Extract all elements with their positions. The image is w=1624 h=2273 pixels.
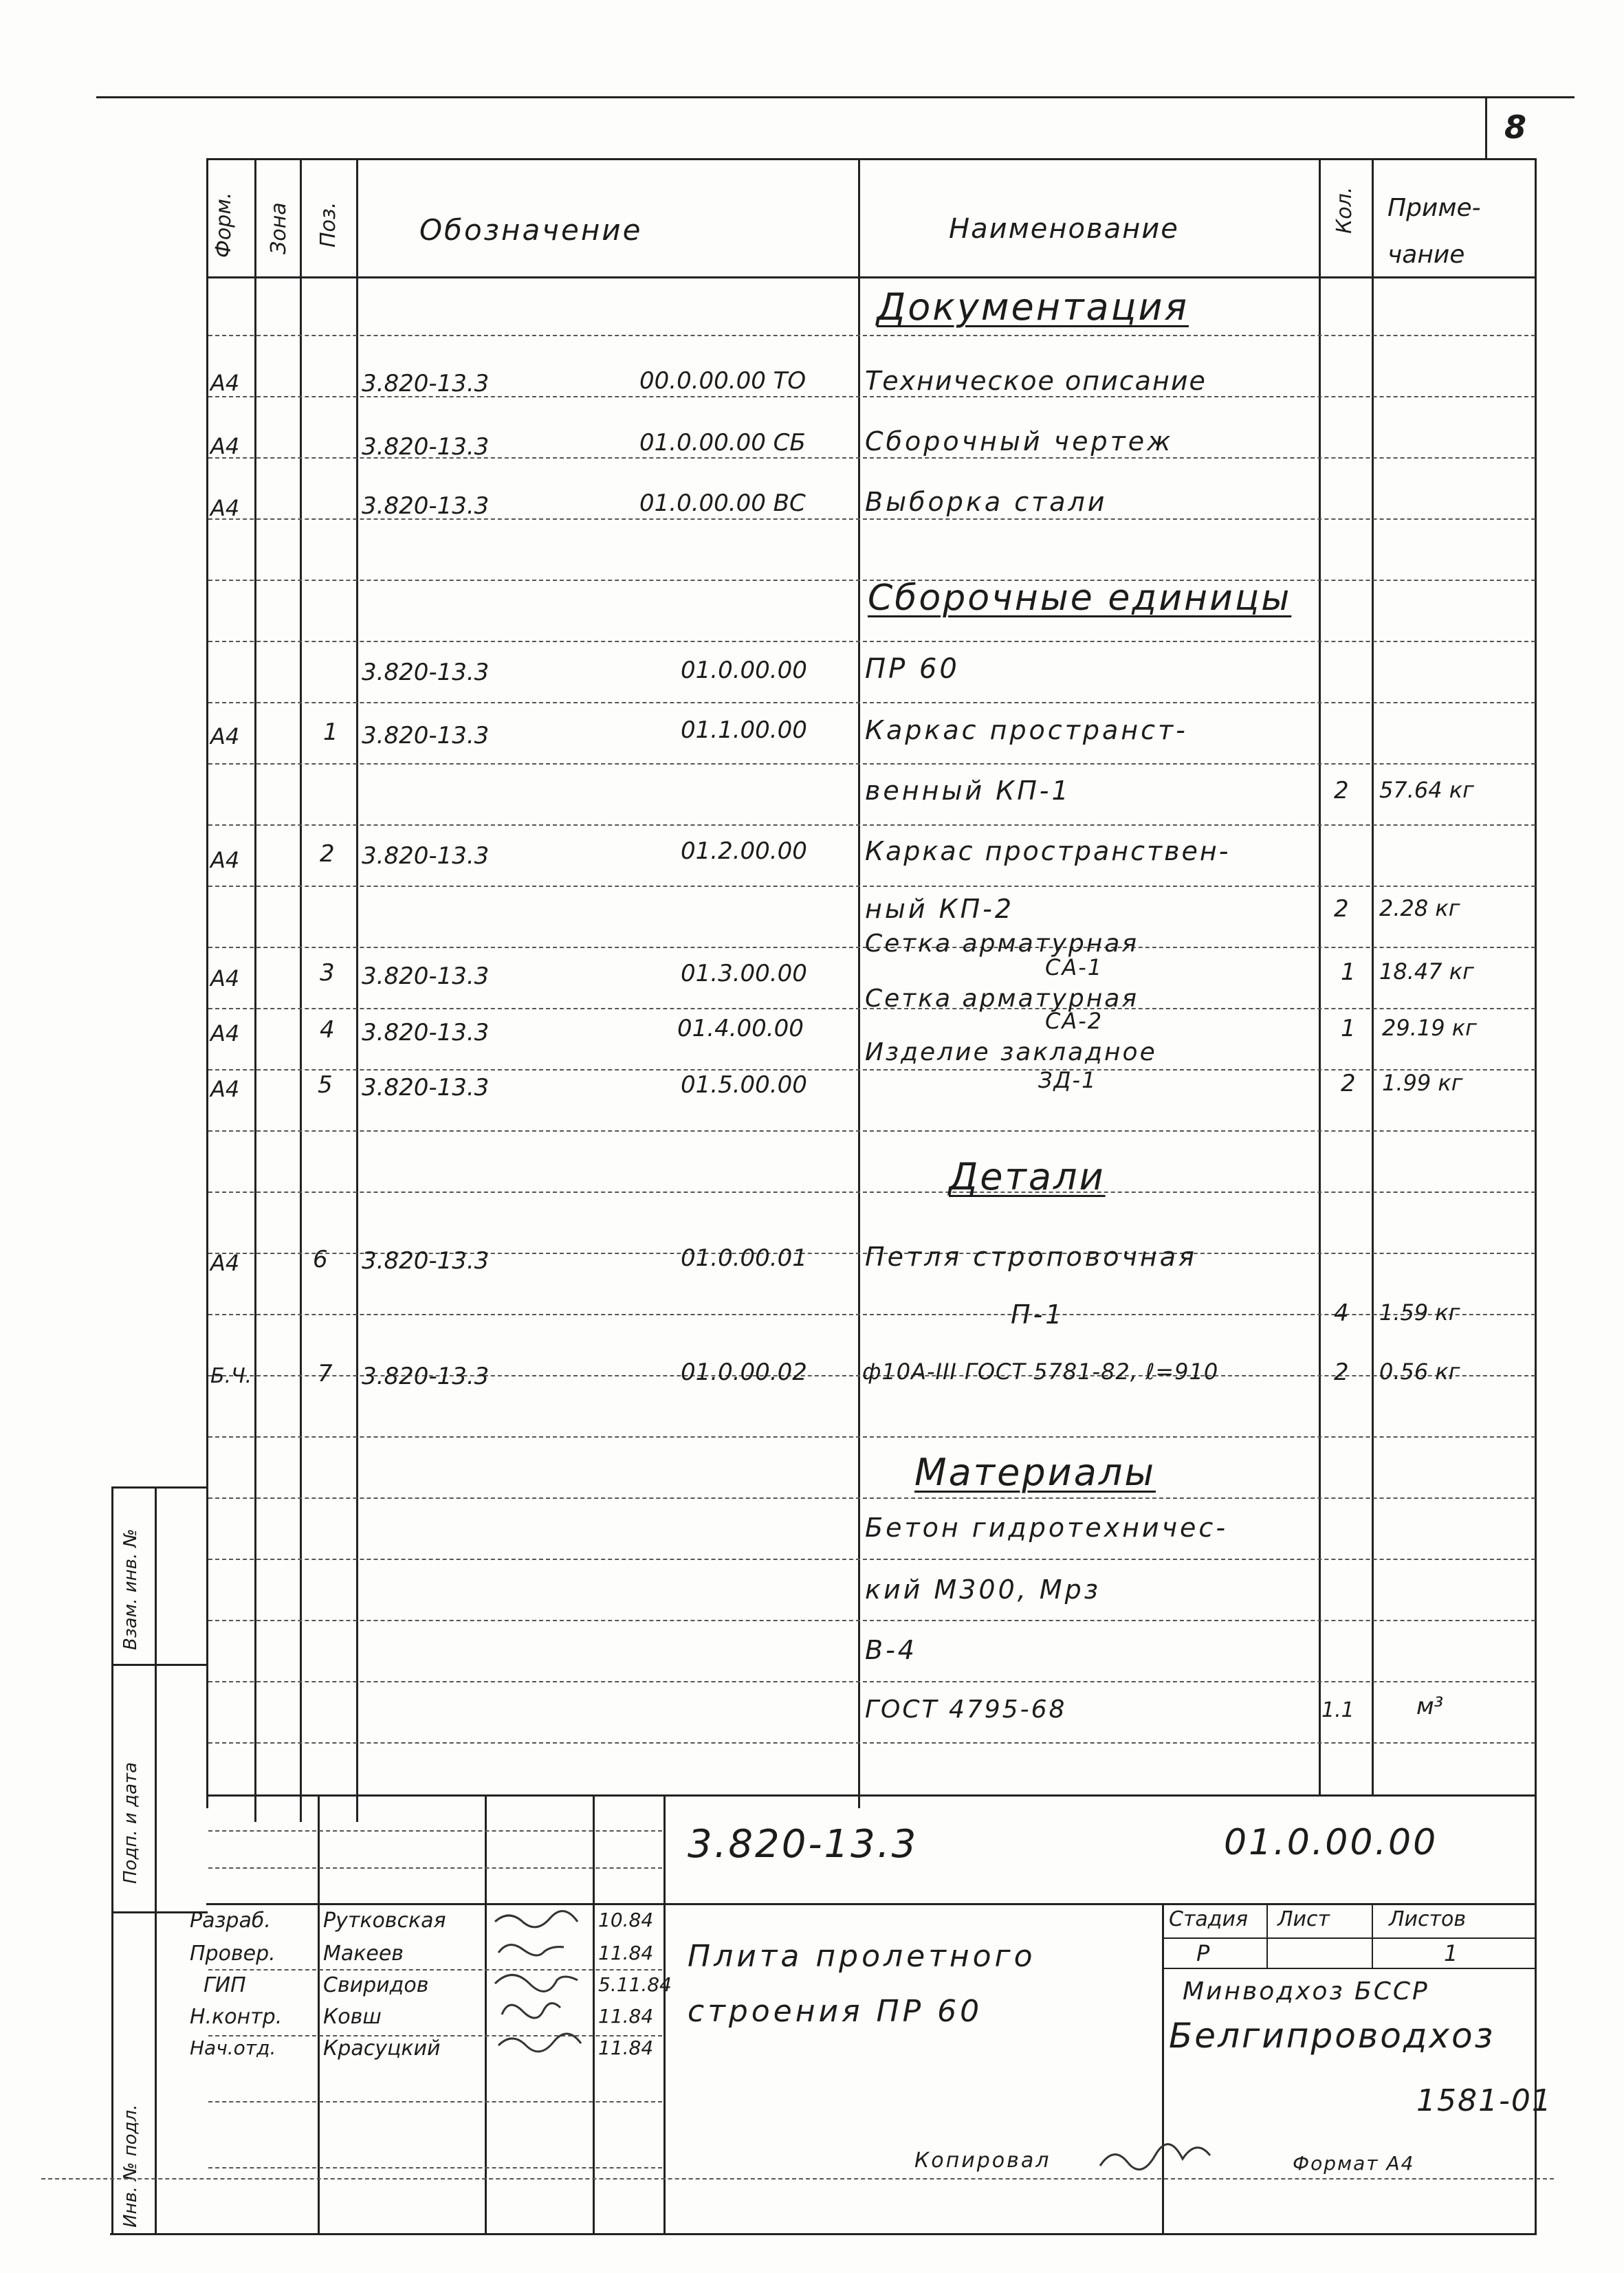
- name-dept-head: Красуцкий: [323, 2036, 441, 2061]
- row-name: Бетон гидротехничес-: [865, 1513, 1229, 1543]
- copied-label: Копировал: [914, 2149, 1051, 2173]
- header-designation: Обозначение: [419, 213, 643, 247]
- row-note: 57.64 кг: [1379, 777, 1474, 803]
- row-name: Сборочный чертеж: [865, 426, 1174, 457]
- row-sep: [208, 1192, 1535, 1193]
- date-norm-control: 11.84: [598, 2005, 654, 2028]
- row-note: 1.59 кг: [1379, 1299, 1460, 1326]
- row-qty: 4: [1334, 1299, 1349, 1327]
- row-format: Б.Ч.: [210, 1364, 252, 1388]
- row-sep: [208, 763, 1535, 765]
- side-col-top: [111, 1486, 208, 1489]
- row-format: А4: [210, 847, 240, 873]
- row-sep: [208, 886, 1535, 887]
- title-line2: строения ПР 60: [688, 1994, 983, 2029]
- tb-h-stage2: [1162, 1968, 1537, 1969]
- row-name: Сетка арматурная: [865, 985, 1139, 1013]
- org-line2: Белгипроводхоз: [1169, 2016, 1495, 2056]
- row-sep: [208, 1620, 1535, 1621]
- row-code: 3.820-13.3: [362, 963, 490, 990]
- row-name-cont: ЗД-1: [1038, 1067, 1097, 1093]
- row-pos: 2: [320, 840, 335, 868]
- row-pos: 4: [320, 1016, 335, 1044]
- format-label: Формат А4: [1293, 2152, 1415, 2175]
- tb-bottom: [110, 2233, 1537, 2235]
- side-col-mid: [155, 1486, 157, 2233]
- section-details: Детали: [949, 1155, 1106, 1198]
- row-code: 3.820-13.3: [362, 722, 490, 749]
- org-line1: Минводхоз БССР: [1183, 1977, 1429, 2006]
- frame-top-line: [206, 158, 1537, 160]
- header-quantity: Кол.: [1332, 186, 1357, 234]
- footer-line: [41, 2178, 1554, 2179]
- date-dept-head: 11.84: [598, 2036, 654, 2059]
- header-note-line2: чание: [1387, 241, 1465, 269]
- row-name: Изделие закладное: [865, 1038, 1157, 1066]
- frame-right-line: [1535, 158, 1537, 2234]
- tb-dash: [208, 1867, 662, 1869]
- name-developer: Рутковская: [323, 1909, 446, 1933]
- col-line-pos: [356, 158, 358, 1822]
- row-format: А4: [210, 495, 240, 521]
- row-code: 3.820-13.3: [362, 433, 490, 461]
- role-checker: Провер.: [190, 1942, 276, 1966]
- row-format: А4: [210, 1020, 240, 1046]
- tb-v-dates: [663, 1794, 666, 2234]
- row-qty: 1: [1341, 1015, 1356, 1042]
- row-name: Выборка стали: [865, 487, 1108, 517]
- title-line1: Плита пролетного: [688, 1939, 1036, 1974]
- row-name-cont: СА-2: [1045, 1008, 1104, 1034]
- row-code: 3.820-13.3: [362, 1074, 490, 1101]
- row-name-cont: венный КП-1: [865, 776, 1071, 806]
- row-qty: 2: [1341, 1070, 1356, 1097]
- row-suffix: 01.5.00.00: [681, 1071, 807, 1099]
- row-qty: 2: [1334, 777, 1349, 804]
- row-format: А4: [210, 370, 240, 396]
- doc-code: 3.820-13.3: [688, 1822, 919, 1867]
- role-developer: Разраб.: [190, 1909, 271, 1933]
- copier-signature: [1093, 2138, 1231, 2179]
- signature-mark: [495, 1911, 578, 1927]
- row-qty: 2: [1334, 895, 1349, 923]
- row-format: А4: [210, 965, 240, 991]
- row-sep: [208, 641, 1535, 642]
- row-sep: [208, 335, 1535, 336]
- header-note-line1: Приме-: [1387, 194, 1481, 222]
- row-pos: 6: [313, 1246, 328, 1273]
- row-pos: 5: [318, 1071, 333, 1099]
- row-sep: [208, 1559, 1535, 1560]
- row-note: 1.99 кг: [1382, 1070, 1463, 1096]
- row-format: А4: [210, 1250, 240, 1276]
- row-code: 3.820-13.3: [362, 1019, 490, 1046]
- row-sep: [208, 702, 1535, 703]
- row-name: ПР 60: [865, 653, 960, 685]
- tb-v-roles: [318, 1794, 320, 2234]
- col-line-name: [1319, 158, 1321, 1794]
- row-suffix: 01.0.00.02: [681, 1359, 807, 1386]
- row-qty: 1.1: [1321, 1698, 1354, 1722]
- row-sep: [208, 1130, 1535, 1132]
- section-assembly-units: Сборочные единицы: [868, 578, 1292, 619]
- header-format: Форм.: [212, 192, 236, 258]
- tb-v-stage: [1266, 1903, 1268, 1969]
- row-format: А4: [210, 723, 240, 749]
- row-name: Техническое описание: [865, 366, 1207, 396]
- tb-dash: [208, 2167, 662, 2168]
- sheet-label: Лист: [1277, 1907, 1330, 1931]
- archive-number: 1581-01: [1416, 2083, 1552, 2118]
- row-name: Каркас пространствен-: [865, 836, 1231, 866]
- date-checker: 11.84: [598, 1942, 654, 1964]
- header-zone: Зона: [267, 202, 291, 254]
- row-pos: 1: [323, 718, 338, 746]
- tb-top: [206, 1794, 1537, 1797]
- top-frame-line: [96, 96, 1574, 98]
- sheets-label: Листов: [1389, 1907, 1467, 1931]
- signature-mark: [498, 1945, 564, 1955]
- sheet-number: 8: [1504, 109, 1527, 146]
- side-inv-dup: Взам. инв. №: [120, 1528, 141, 1650]
- role-dept-head: Нач.отд.: [190, 2036, 276, 2059]
- row-pos: 3: [320, 959, 335, 987]
- row-suffix: 01.0.00.01: [681, 1244, 807, 1272]
- row-suffix: 00.0.00.00 ТО: [639, 367, 806, 395]
- row-name: Петля строповочная: [865, 1242, 1197, 1272]
- row-note: м³: [1416, 1693, 1444, 1720]
- signature-mark: [498, 2034, 581, 2052]
- row-sep: [208, 1497, 1535, 1499]
- row-note: 2.28 кг: [1379, 895, 1460, 921]
- frame-left-line: [206, 158, 208, 1808]
- col-line-qty: [1372, 158, 1374, 1794]
- row-pos: 7: [318, 1360, 333, 1387]
- row-sep: [208, 1681, 1535, 1682]
- row-name-cont: кий М300, Мрз: [865, 1574, 1101, 1605]
- signature-mark: [1100, 2144, 1210, 2170]
- header-name: Наименование: [949, 213, 1179, 245]
- name-chief-engineer: Свиридов: [323, 1973, 429, 1997]
- signatures: [488, 1904, 591, 2069]
- row-sep: [208, 1742, 1535, 1744]
- row-name: Сетка арматурная: [865, 930, 1139, 958]
- date-chief-engineer: 5.11.84: [598, 1973, 672, 1996]
- row-qty: 1: [1341, 958, 1356, 986]
- row-code: 3.820-13.3: [362, 492, 490, 520]
- row-suffix: 01.0.00.00 СБ: [639, 429, 806, 457]
- row-suffix: 01.2.00.00: [681, 837, 807, 865]
- row-name-cont: ный КП-2: [865, 894, 1015, 924]
- row-sep: [208, 1436, 1535, 1438]
- signature-mark: [495, 1975, 578, 1992]
- row-note: 29.19 кг: [1382, 1015, 1477, 1041]
- tb-mid: [206, 1903, 1537, 1905]
- row-code: 3.820-13.3: [362, 1247, 490, 1275]
- section-documentation: Документация: [877, 285, 1189, 329]
- row-suffix: 01.3.00.00: [681, 960, 807, 987]
- row-format: А4: [210, 433, 240, 459]
- tb-dash: [208, 1830, 662, 1832]
- col-line-format: [254, 158, 256, 1822]
- role-chief-engineer: ГИП: [204, 1973, 246, 1997]
- row-note: 18.47 кг: [1379, 958, 1474, 985]
- stage-label: Стадия: [1169, 1907, 1249, 1931]
- row-name-cont: ГОСТ 4795-68: [865, 1695, 1067, 1724]
- row-suffix: 01.0.00.00: [681, 657, 807, 684]
- tb-h-stage: [1162, 1937, 1537, 1939]
- tb-dash: [208, 1969, 662, 1970]
- row-name: Каркас пространст-: [865, 715, 1188, 745]
- tb-v-sheet: [1372, 1903, 1373, 1969]
- side-col-left: [111, 1486, 113, 2233]
- row-code: 3.820-13.3: [362, 659, 490, 686]
- row-suffix: 01.0.00.00 ВС: [639, 490, 806, 517]
- signature-mark: [502, 2003, 560, 2018]
- side-sep-1: [111, 1664, 208, 1666]
- row-code: 3.820-13.3: [362, 1363, 490, 1390]
- row-suffix: 01.4.00.00: [677, 1015, 804, 1042]
- row-code: 3.820-13.3: [362, 842, 490, 870]
- section-materials: Материалы: [914, 1451, 1156, 1494]
- stage-value: Р: [1196, 1940, 1210, 1966]
- name-checker: Макеев: [323, 1942, 404, 1966]
- doc-suffix: 01.0.00.00: [1224, 1822, 1438, 1863]
- tb-v-sign: [593, 1794, 595, 2234]
- row-name: ф10А-III ГОСТ 5781-82, ℓ=910: [862, 1359, 1219, 1385]
- header-bottom-line: [206, 276, 1537, 278]
- role-norm-control: Н.контр.: [190, 2005, 283, 2029]
- row-suffix: 01.1.00.00: [681, 716, 807, 744]
- sheet-box-left: [1485, 96, 1487, 160]
- sheets-value: 1: [1444, 1940, 1458, 1966]
- date-developer: 10.84: [598, 1909, 654, 1931]
- tb-dash: [208, 2101, 662, 2102]
- row-format: А4: [210, 1076, 240, 1102]
- side-sign-date: Подп. и дата: [120, 1761, 141, 1884]
- col-line-zone: [300, 158, 302, 1822]
- row-sep: [208, 1069, 1535, 1070]
- row-qty: 2: [1334, 1359, 1349, 1386]
- row-name-cont: П-1: [1011, 1299, 1065, 1330]
- row-name-cont: В-4: [865, 1635, 917, 1665]
- tb-v-names: [485, 1794, 487, 2234]
- col-line-designation: [858, 158, 860, 1808]
- header-position: Поз.: [316, 201, 340, 248]
- tb-v-org: [1162, 1903, 1164, 2233]
- row-note: 0.56 кг: [1379, 1359, 1460, 1385]
- row-sep: [208, 824, 1535, 826]
- side-inv-orig: Инв. № подл.: [120, 2104, 141, 2228]
- row-name-cont: СА-1: [1045, 954, 1104, 980]
- row-code: 3.820-13.3: [362, 370, 490, 397]
- name-norm-control: Ковш: [323, 2005, 382, 2029]
